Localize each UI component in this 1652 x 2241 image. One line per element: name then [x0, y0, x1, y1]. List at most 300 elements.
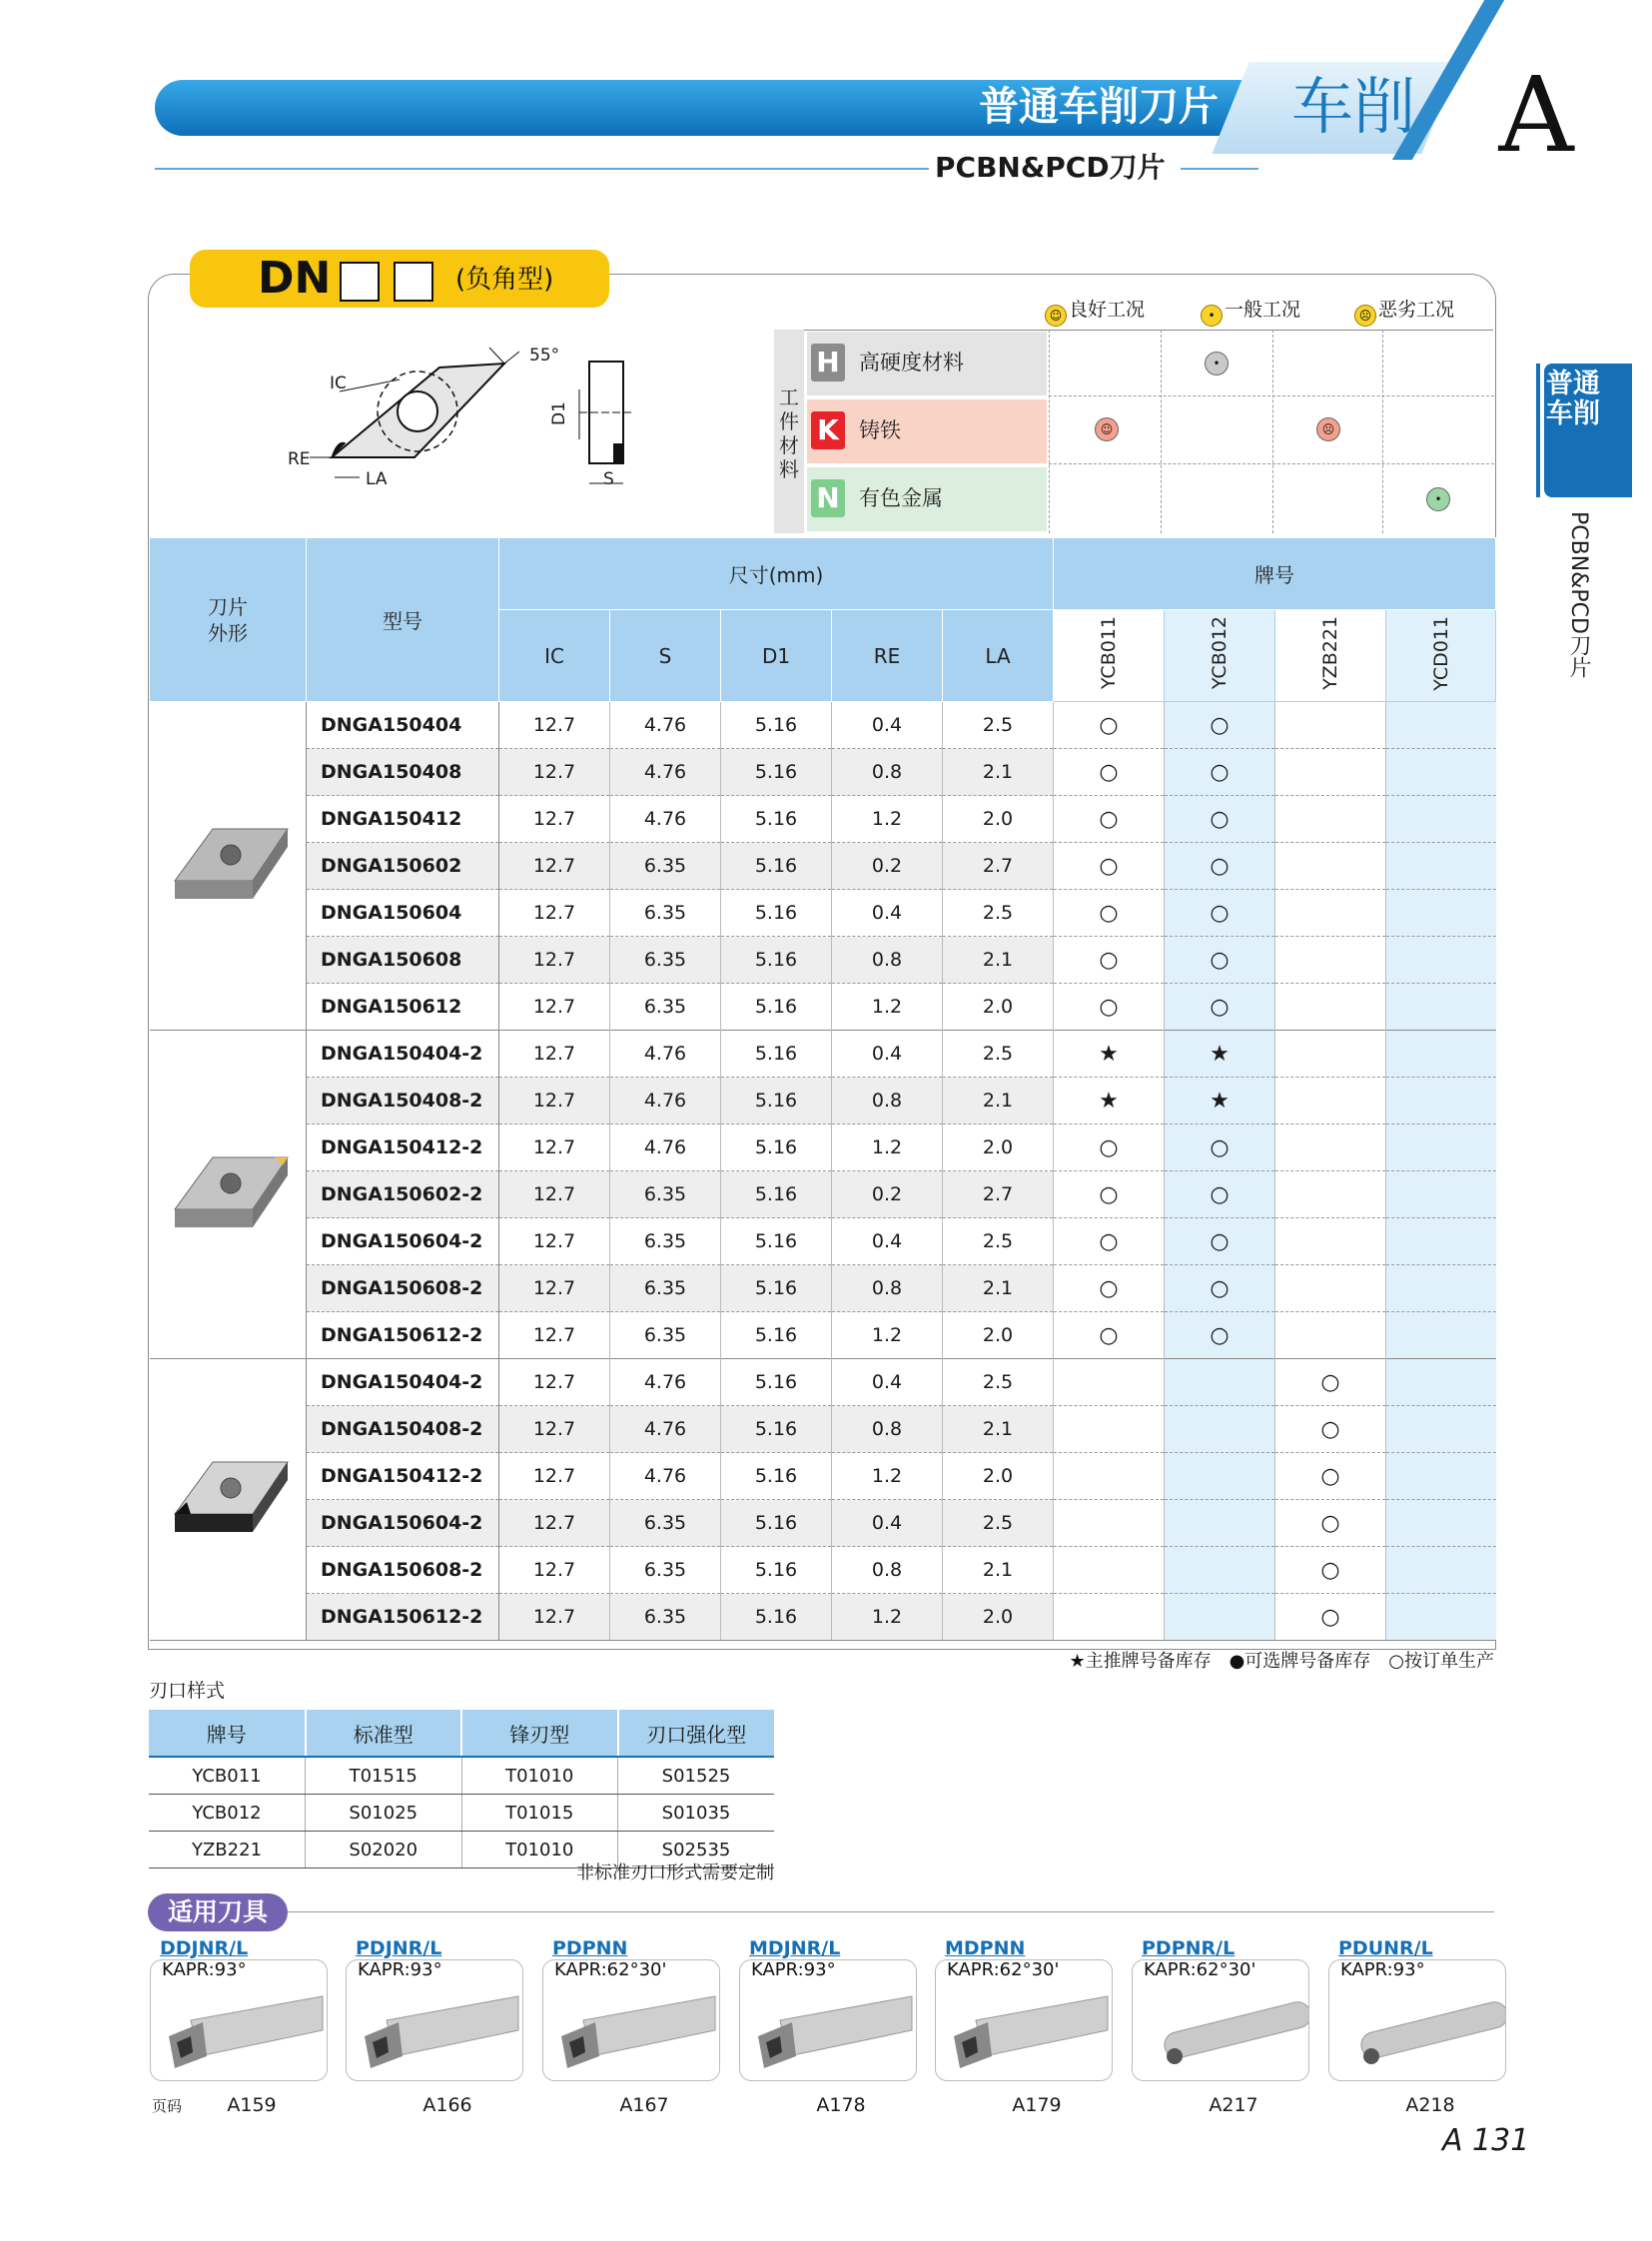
grade-mark: [1165, 1359, 1275, 1406]
dim-cell: 4.76: [610, 1078, 721, 1124]
table-row: [150, 1406, 1496, 1453]
tool-card[interactable]: [935, 1937, 1111, 2082]
dim-cell: 5.16: [721, 1218, 832, 1265]
dim-cell: 6.35: [610, 890, 721, 937]
tool-kapr: KAPR:62°30': [1144, 1959, 1256, 1980]
mat-group-label: 工件材料: [779, 385, 799, 481]
head-grade: YCD011: [1386, 610, 1496, 702]
grade-mark: [1386, 890, 1496, 937]
mat-divider: [1382, 330, 1383, 533]
grade-mark: [1275, 1171, 1386, 1218]
head-dim: S: [610, 610, 721, 702]
mat-name: 铸铁: [859, 418, 901, 442]
dim-cell: 5.16: [721, 1547, 832, 1594]
dim-cell: 0.2: [832, 843, 943, 890]
dim-cell: 1.2: [832, 1312, 943, 1359]
tool-kapr: KAPR:62°30': [554, 1959, 667, 1980]
model-cell: DNGA150608-2: [307, 1547, 499, 1594]
grade-mark: [1386, 1406, 1496, 1453]
grade-mark: [1165, 1406, 1275, 1453]
dim-cell: 4.76: [610, 1124, 721, 1171]
grade-mark: ○: [1054, 890, 1165, 937]
head-dims: 尺寸(mm): [499, 538, 1054, 610]
model-cell: DNGA150604-2: [307, 1500, 499, 1547]
tool-kapr: KAPR:93°: [1340, 1959, 1425, 1980]
grade-mark: [1386, 796, 1496, 843]
dim-cell: 4.76: [610, 702, 721, 749]
model-cell: DNGA150602: [307, 843, 499, 890]
tool-kapr: KAPR:93°: [751, 1959, 836, 1980]
table-row: [150, 1547, 1496, 1594]
grade-mark: ○: [1165, 796, 1275, 843]
table-row: [150, 1500, 1496, 1547]
grade-mark: ○: [1054, 1171, 1165, 1218]
grade-mark: ★: [1054, 1078, 1165, 1124]
mat-name: 有色金属: [859, 486, 943, 510]
head-dim: D1: [721, 610, 832, 702]
dim-cell: 12.7: [499, 796, 610, 843]
grade-mark: [1275, 890, 1386, 937]
dim-cell: 12.7: [499, 1500, 610, 1547]
dim-cell: 12.7: [499, 1031, 610, 1078]
tool-code: PDJNR/L: [356, 1937, 442, 1959]
edge-cell: T01010: [461, 1757, 618, 1795]
dim-cell: 2.0: [943, 1124, 1054, 1171]
mat-divider: [1161, 330, 1162, 533]
grade-mark: [1386, 937, 1496, 984]
grade-mark: [1386, 1453, 1496, 1500]
table-row: [150, 749, 1496, 796]
grade-mark: [1386, 1359, 1496, 1406]
grade-mark: [1386, 1312, 1496, 1359]
table-row: [150, 1594, 1496, 1641]
grade-mark: ★: [1054, 1031, 1165, 1078]
edge-row: [149, 1795, 774, 1832]
tool-page-ref[interactable]: A166: [422, 2094, 472, 2116]
legend-normal: • 一般工况: [1201, 296, 1300, 324]
dim-cell: 2.5: [943, 1500, 1054, 1547]
chapter-letter: A: [1498, 54, 1574, 176]
dim-cell: 0.8: [832, 1265, 943, 1312]
insert-shape-cell: [150, 1031, 307, 1359]
normal-face-icon: •: [1201, 305, 1223, 327]
head-grade: YCB011: [1054, 610, 1165, 702]
dim-cell: 5.16: [721, 1265, 832, 1312]
product-desc: (负角型): [455, 265, 554, 295]
dim-cell: 6.35: [610, 1547, 721, 1594]
tool-card[interactable]: [346, 1937, 521, 2082]
dim-cell: 0.8: [832, 1406, 943, 1453]
grade-mark: ○: [1275, 1453, 1386, 1500]
dim-cell: 12.7: [499, 1359, 610, 1406]
grade-mark: [1275, 843, 1386, 890]
model-cell: DNGA150412: [307, 796, 499, 843]
dim-cell: 4.76: [610, 749, 721, 796]
tool-card[interactable]: [1132, 1937, 1307, 2082]
mat-row-n: [807, 467, 1047, 531]
edge-cell: YCB011: [149, 1757, 306, 1795]
dim-cell: 6.35: [610, 1500, 721, 1547]
grade-mark: [1275, 1218, 1386, 1265]
dim-cell: 2.5: [943, 1218, 1054, 1265]
grade-mark: ○: [1054, 1265, 1165, 1312]
edge-cell: S02535: [618, 1832, 775, 1868]
grade-mark: ○: [1165, 1265, 1275, 1312]
dim-cell: 1.2: [832, 1124, 943, 1171]
dim-cell: 5.16: [721, 1031, 832, 1078]
grade-mark: ○: [1165, 984, 1275, 1031]
grade-mark: ○: [1165, 890, 1275, 937]
tool-code: PDPNR/L: [1142, 1937, 1236, 1959]
table-row: [150, 984, 1496, 1031]
grade-mark: ★: [1165, 1031, 1275, 1078]
dim-cell: 5.16: [721, 796, 832, 843]
dim-cell: 6.35: [610, 984, 721, 1031]
dim-cell: 4.76: [610, 1406, 721, 1453]
grade-mark: [1386, 1171, 1496, 1218]
tool-code: PDUNR/L: [1338, 1937, 1433, 1959]
dim-cell: 6.35: [610, 1218, 721, 1265]
grade-mark: ○: [1165, 1312, 1275, 1359]
dim-cell: 0.4: [832, 1500, 943, 1547]
dim-cell: 0.8: [832, 749, 943, 796]
dim-cell: 4.76: [610, 1359, 721, 1406]
dim-cell: 0.4: [832, 1218, 943, 1265]
grade-mark: ○: [1275, 1406, 1386, 1453]
model-cell: DNGA150604-2: [307, 1218, 499, 1265]
grade-mark: ○: [1054, 1218, 1165, 1265]
dim-cell: 12.7: [499, 984, 610, 1031]
tool-page-ref[interactable]: A159: [227, 2094, 277, 2116]
head-grades: 牌号: [1054, 538, 1496, 610]
table-row: [150, 1171, 1496, 1218]
grade-mark: [1275, 984, 1386, 1031]
legend-bad: ☹ 恶劣工况: [1354, 296, 1454, 324]
dim-cell: 0.8: [832, 1078, 943, 1124]
table-row: [150, 1312, 1496, 1359]
tool-page-ref[interactable]: A178: [816, 2094, 866, 2116]
dim-cell: 2.1: [943, 1265, 1054, 1312]
grade-mark: [1386, 984, 1496, 1031]
dim-cell: 5.16: [721, 1406, 832, 1453]
dim-cell: 5.16: [721, 1500, 832, 1547]
dim-cell: 4.76: [610, 1453, 721, 1500]
model-cell: DNGA150608-2: [307, 1265, 499, 1312]
dim-cell: 6.35: [610, 1594, 721, 1641]
side-tab-line: [1536, 364, 1540, 497]
grade-mark: ○: [1275, 1547, 1386, 1594]
product-code-box: [394, 262, 433, 302]
dim-cell: 12.7: [499, 843, 610, 890]
dim-cell: 5.16: [721, 702, 832, 749]
grade-mark: [1275, 1265, 1386, 1312]
tool-page-ref[interactable]: A179: [1012, 2094, 1062, 2116]
grade-mark: ○: [1275, 1500, 1386, 1547]
good-face-icon: ☺: [1045, 305, 1067, 327]
dim-cell: 1.2: [832, 796, 943, 843]
normal-face-icon: •: [1426, 487, 1450, 511]
edge-cell: S01525: [618, 1757, 775, 1795]
table-row: [150, 796, 1496, 843]
grade-mark: [1386, 1031, 1496, 1078]
dim-cell: 5.16: [721, 1453, 832, 1500]
model-cell: DNGA150412-2: [307, 1453, 499, 1500]
grade-mark: [1165, 1500, 1275, 1547]
dim-cell: 12.7: [499, 1594, 610, 1641]
insert-image: [163, 1147, 293, 1237]
tool-kapr: KAPR:62°30': [947, 1959, 1060, 1980]
dim-cell: 12.7: [499, 1547, 610, 1594]
dim-cell: 2.0: [943, 984, 1054, 1031]
dim-cell: 2.5: [943, 890, 1054, 937]
edge-cell: T01515: [306, 1757, 462, 1795]
table-row: [150, 890, 1496, 937]
normal-face-icon: •: [1205, 352, 1229, 375]
grade-mark: ○: [1165, 1124, 1275, 1171]
grade-mark: [1386, 1547, 1496, 1594]
dim-cell: 2.0: [943, 1312, 1054, 1359]
dim-cell: 0.4: [832, 890, 943, 937]
grade-mark: [1386, 1594, 1496, 1641]
table-row: [150, 1359, 1496, 1406]
model-cell: DNGA150404: [307, 702, 499, 749]
edge-cell: YCB012: [149, 1795, 306, 1832]
grade-mark: [1165, 1594, 1275, 1641]
grade-mark: [1386, 1124, 1496, 1171]
grade-mark: [1054, 1547, 1165, 1594]
dim-cell: 2.1: [943, 1078, 1054, 1124]
product-code-box: [340, 262, 380, 302]
grade-mark: ○: [1054, 937, 1165, 984]
table-row: [150, 1078, 1496, 1124]
model-cell: DNGA150612: [307, 984, 499, 1031]
dim-cell: 5.16: [721, 1312, 832, 1359]
grade-mark: ○: [1165, 749, 1275, 796]
grade-mark: [1165, 1453, 1275, 1500]
grade-mark: [1386, 1218, 1496, 1265]
dim-cell: 5.16: [721, 1124, 832, 1171]
dim-cell: 2.0: [943, 1453, 1054, 1500]
table-row: [150, 937, 1496, 984]
tool-card[interactable]: [542, 1937, 718, 2082]
page-number: A 131: [1442, 2123, 1530, 2158]
grade-mark: ○: [1054, 1312, 1165, 1359]
header-section: 车削: [1290, 70, 1415, 143]
insert-shape-cell: [150, 1359, 307, 1641]
d1-label: D1: [548, 401, 569, 425]
dim-cell: 12.7: [499, 890, 610, 937]
tool-card[interactable]: [1328, 1937, 1504, 2082]
head-shape: 刀片外形: [150, 538, 307, 702]
grade-mark: [1386, 702, 1496, 749]
dim-cell: 12.7: [499, 1124, 610, 1171]
dim-cell: 5.16: [721, 937, 832, 984]
dim-cell: 5.16: [721, 890, 832, 937]
mat-divider: [1272, 330, 1273, 533]
dim-cell: 12.7: [499, 1312, 610, 1359]
grade-mark: ○: [1275, 1594, 1386, 1641]
tool-code: MDJNR/L: [749, 1937, 841, 1959]
model-cell: DNGA150612-2: [307, 1594, 499, 1641]
dim-cell: 2.5: [943, 1359, 1054, 1406]
k-badge-icon: K: [811, 411, 845, 449]
head-dim: LA: [943, 610, 1054, 702]
dim-cell: 2.5: [943, 1031, 1054, 1078]
table-row: [150, 1124, 1496, 1171]
la-label: LA: [366, 469, 388, 489]
grade-mark: [1275, 937, 1386, 984]
grade-mark: [1275, 1031, 1386, 1078]
edge-cell: S02020: [306, 1832, 462, 1868]
tool-kapr: KAPR:93°: [162, 1959, 247, 1980]
header-subtitle: PCBN&PCD刀片: [929, 152, 1181, 184]
edge-title: 刃口样式: [149, 1680, 226, 1702]
model-cell: DNGA150408-2: [307, 1078, 499, 1124]
edge-note: 非标准刃口形式需要定制: [576, 1863, 774, 1883]
dim-cell: 12.7: [499, 937, 610, 984]
dim-cell: 12.7: [499, 1218, 610, 1265]
table-row: [150, 843, 1496, 890]
edge-head: 锋刃型: [461, 1710, 618, 1757]
page-label: 页码: [152, 2097, 183, 2115]
tool-code: MDPNN: [945, 1937, 1026, 1959]
grade-mark: ★: [1165, 1078, 1275, 1124]
dim-cell: 2.1: [943, 1406, 1054, 1453]
grade-mark: ○: [1165, 1171, 1275, 1218]
grade-mark: ○: [1054, 702, 1165, 749]
grade-mark: ○: [1165, 702, 1275, 749]
mat-row-k: [807, 399, 1047, 463]
dim-cell: 1.2: [832, 1594, 943, 1641]
edge-row: [149, 1757, 774, 1795]
grade-mark: [1386, 749, 1496, 796]
grade-mark: [1054, 1359, 1165, 1406]
table-row: [150, 1453, 1496, 1500]
bad-face-icon: ☹: [1316, 417, 1340, 441]
edge-cell: T01015: [461, 1795, 618, 1832]
edge-cell: YZB221: [149, 1832, 306, 1868]
edge-head: 标准型: [306, 1710, 462, 1757]
dim-cell: 0.2: [832, 1171, 943, 1218]
re-label: RE: [288, 449, 311, 469]
head-dim: IC: [499, 610, 610, 702]
grade-mark: [1275, 749, 1386, 796]
grade-mark: ○: [1054, 843, 1165, 890]
model-cell: DNGA150612-2: [307, 1312, 499, 1359]
grade-mark: ○: [1054, 796, 1165, 843]
grade-mark: [1275, 702, 1386, 749]
dim-cell: 5.16: [721, 1078, 832, 1124]
bad-face-icon: ☹: [1354, 305, 1376, 327]
edge-head: 刃口强化型: [618, 1710, 775, 1757]
head-model: 型号: [307, 538, 499, 702]
grade-mark: [1275, 1124, 1386, 1171]
ic-leader: [340, 379, 400, 391]
edge-cell: T01010: [461, 1832, 618, 1868]
dim-cell: 2.0: [943, 1594, 1054, 1641]
grade-mark: [1386, 843, 1496, 890]
insert-image: [163, 1452, 293, 1542]
dim-cell: 12.7: [499, 1265, 610, 1312]
dim-cell: 5.16: [721, 749, 832, 796]
good-face-icon: ☺: [1095, 417, 1119, 441]
grade-mark: ○: [1165, 937, 1275, 984]
grade-mark: ○: [1054, 984, 1165, 1031]
edge-table: [149, 1710, 774, 1868]
ic-label: IC: [330, 374, 347, 393]
mat-divider: [1049, 395, 1494, 396]
dim-cell: 6.35: [610, 1265, 721, 1312]
mat-name: 高硬度材料: [859, 351, 964, 374]
dim-cell: 12.7: [499, 749, 610, 796]
h-badge-icon: H: [811, 344, 845, 381]
edge-cell: S01025: [306, 1795, 462, 1832]
grade-mark: [1275, 1312, 1386, 1359]
side-chamfer: [613, 443, 623, 463]
dim-cell: 2.1: [943, 749, 1054, 796]
insert-shape-cell: [150, 702, 307, 1031]
mat-divider: [1049, 463, 1494, 464]
tool-code: PDPNN: [552, 1937, 628, 1959]
grade-mark: [1275, 796, 1386, 843]
insert-image: [163, 819, 293, 909]
tool-page-ref[interactable]: A217: [1209, 2094, 1258, 2116]
head-grade: YCB012: [1165, 610, 1275, 702]
dim-cell: 0.4: [832, 702, 943, 749]
model-cell: DNGA150404-2: [307, 1359, 499, 1406]
grade-mark: ○: [1054, 749, 1165, 796]
grade-mark: [1054, 1594, 1165, 1641]
grade-mark: [1165, 1547, 1275, 1594]
header-title: 普通车削刀片: [979, 84, 1219, 130]
dim-cell: 12.7: [499, 1078, 610, 1124]
angle-label: 55°: [529, 346, 560, 366]
model-cell: DNGA150602-2: [307, 1171, 499, 1218]
legend-good: ☺ 良好工况: [1045, 296, 1145, 324]
dim-cell: 1.2: [832, 984, 943, 1031]
dim-cell: 2.1: [943, 937, 1054, 984]
model-cell: DNGA150604: [307, 890, 499, 937]
dim-cell: 12.7: [499, 1406, 610, 1453]
dim-cell: 2.1: [943, 1547, 1054, 1594]
tool-card[interactable]: [150, 1937, 326, 2082]
table-row: [150, 1031, 1496, 1078]
table-row: [150, 1218, 1496, 1265]
dim-cell: 6.35: [610, 843, 721, 890]
tool-page-ref[interactable]: A218: [1405, 2094, 1455, 2116]
tool-card[interactable]: [739, 1937, 915, 2082]
angle-line: [504, 352, 519, 364]
head-dim: RE: [832, 610, 943, 702]
s-label: S: [603, 469, 614, 489]
dim-cell: 5.16: [721, 1359, 832, 1406]
tool-page-ref[interactable]: A167: [619, 2094, 669, 2116]
grade-mark: [1054, 1500, 1165, 1547]
grade-mark: [1054, 1406, 1165, 1453]
edge-head: 牌号: [149, 1710, 306, 1757]
tools-title: 适用刀具: [148, 1893, 288, 1931]
grade-mark: ○: [1054, 1124, 1165, 1171]
dim-cell: 0.8: [832, 1547, 943, 1594]
dim-cell: 6.35: [610, 1312, 721, 1359]
dim-cell: 0.8: [832, 937, 943, 984]
grade-mark: [1386, 1078, 1496, 1124]
grade-mark: ○: [1275, 1359, 1386, 1406]
dim-cell: 0.4: [832, 1359, 943, 1406]
dim-cell: 12.7: [499, 1171, 610, 1218]
model-cell: DNGA150408: [307, 749, 499, 796]
model-cell: DNGA150408-2: [307, 1406, 499, 1453]
